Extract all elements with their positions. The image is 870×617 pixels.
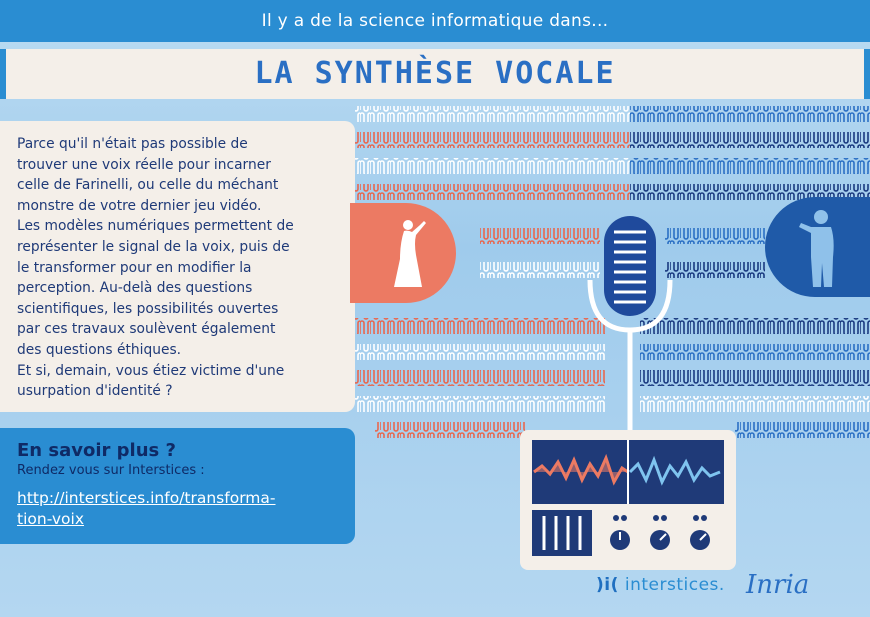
body-line: perception. Au-delà des questions <box>17 280 253 297</box>
link-line-2[interactable]: tion-voix <box>17 510 85 528</box>
info-subtitle: Rendez vous sur Interstices : <box>17 463 205 478</box>
interstices-mark: )i( <box>596 575 619 595</box>
singer-pill <box>350 203 456 303</box>
banner-text: Il y a de la science informatique dans... <box>261 11 609 31</box>
body-line: des questions éthiques. <box>17 341 182 358</box>
body-line: celle de Farinelli, ou celle du méchant <box>17 177 279 194</box>
speaker-pill <box>765 197 870 297</box>
link-line-1[interactable]: http://interstices.info/transforma- <box>17 489 276 507</box>
audio-device <box>520 430 736 570</box>
body-line: Et si, demain, vous étiez victime d'une <box>17 362 285 379</box>
body-line: trouver une voix réelle pour incarner <box>17 156 271 173</box>
singer-icon <box>350 203 456 303</box>
body-line: usurpation d'identité ? <box>17 383 173 400</box>
speaker-icon <box>765 197 870 297</box>
interstices-logo-text: interstices. <box>624 575 725 595</box>
title-bar <box>0 49 870 99</box>
body-line: Les modèles numériques permettent de <box>17 218 294 235</box>
body-line: scientifiques, les possibilités ouvertes <box>17 300 279 317</box>
microphone-icon <box>580 210 680 440</box>
interstices-logo <box>596 575 725 595</box>
body-line: Parce qu'il n'était pas possible de <box>17 136 248 152</box>
body-paragraph <box>17 134 347 402</box>
body-line: par ces travaux soulèvent également <box>17 321 276 338</box>
body-line: monstre de votre dernier jeu vidéo. <box>17 197 262 214</box>
page-title: LA SYNTHÈSE VOCALE <box>254 56 616 91</box>
body-line: représenter le signal de la voix, puis de <box>17 238 290 255</box>
body-line: le transformer pour en modifier la <box>17 259 252 276</box>
inria-logo: Inria <box>746 570 810 600</box>
info-title: En savoir plus ? <box>17 440 176 461</box>
interstices-link[interactable] <box>17 488 337 530</box>
top-banner <box>0 0 870 42</box>
